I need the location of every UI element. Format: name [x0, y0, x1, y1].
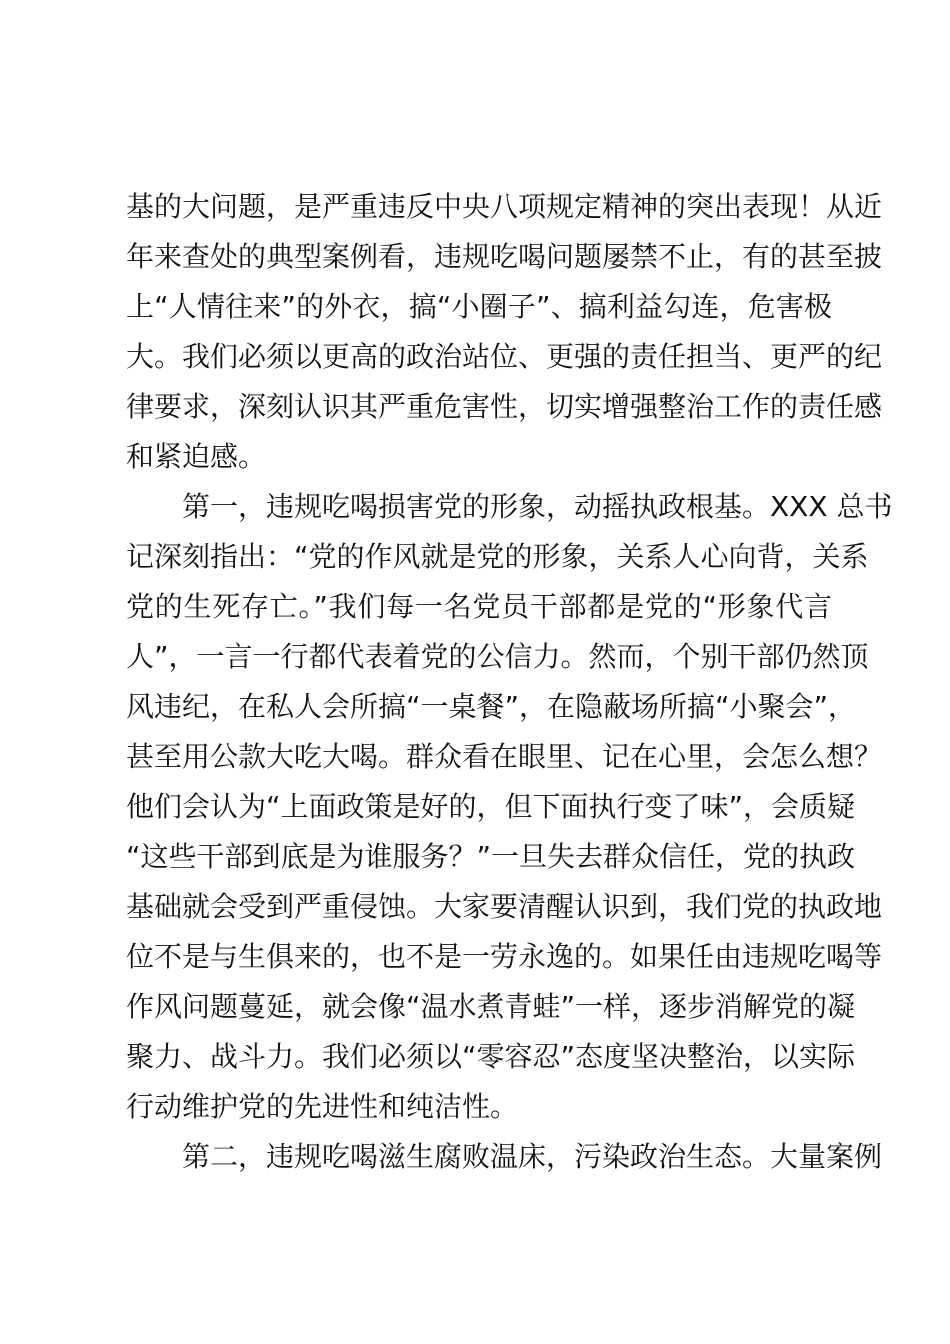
text-line: 人”，一言一行都代表着党的公信力。然而，个别干部仍然顶	[126, 640, 869, 673]
text-line: 他们会认为“上面政策是好的，但下面执行变了味”，会质疑	[126, 790, 856, 823]
text-line: 党的生死存亡。”我们每一名党员干部都是党的“形象代言	[126, 590, 832, 623]
text-line: 聚力、战斗力。我们必须以“零容忍”态度坚决整治，以实际	[126, 1040, 856, 1073]
text-line: 作风问题蔓延，就会像“温水煮青蛙”一样，逐步消解党的凝	[126, 990, 856, 1023]
paragraph-point-one	[126, 482, 893, 1132]
text-line: 甚至用公款大吃大喝。群众看在眼里、记在心里，会怎么想？	[126, 740, 883, 773]
text-line: 大。我们必须以更高的政治站位、更强的责任担当、更严的纪	[126, 340, 883, 373]
text-line: 第一，违规吃喝损害党的形象，动摇执政根基。XXX 总书	[182, 490, 893, 523]
text-line: 上“人情往来”的外衣，搞“小圈子”、搞利益勾连，危害极	[126, 290, 832, 323]
text-line: 记深刻指出：“党的作风就是党的形象，关系人心向背，关系	[126, 540, 869, 573]
text-line: 律要求，深刻认识其严重危害性，切实增强整治工作的责任感	[126, 390, 883, 423]
paragraph-intro-continuation	[126, 182, 883, 482]
text-line: 基础就会受到严重侵蚀。大家要清醒认识到，我们党的执政地	[126, 890, 883, 923]
text-line: 第二，违规吃喝滋生腐败温床，污染政治生态。大量案例	[182, 1140, 883, 1173]
text-line: 位不是与生俱来的，也不是一劳永逸的。如果任由违规吃喝等	[126, 940, 883, 973]
document-body	[126, 182, 893, 1182]
text-line: “这些干部到底是为谁服务？”一旦失去群众信任，党的执政	[126, 840, 856, 873]
text-line: 风违纪，在私人会所搞“一桌餐”，在隐蔽场所搞“小聚会”，	[126, 690, 857, 723]
text-line: 年来查处的典型案例看，违规吃喝问题屡禁不止，有的甚至披	[126, 240, 883, 273]
text-line: 基的大问题，是严重违反中央八项规定精神的突出表现！从近	[126, 190, 883, 223]
text-line: 和紧迫感。	[126, 440, 267, 473]
paragraph-point-two	[126, 1132, 883, 1182]
text-line: 行动维护党的先进性和纯洁性。	[126, 1090, 519, 1123]
